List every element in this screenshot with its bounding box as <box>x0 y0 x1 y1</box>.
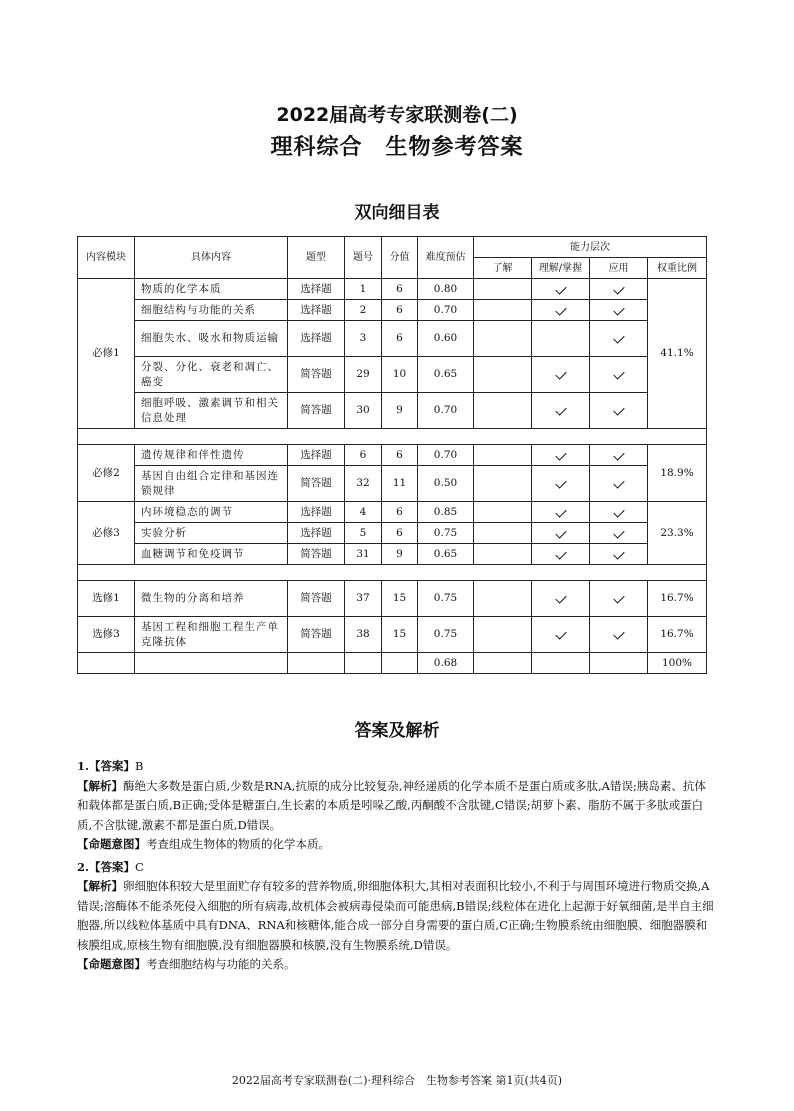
type-cell: 简答题 <box>288 357 345 393</box>
analysis-label: 【解析】 <box>77 879 123 893</box>
answer-label: 【答案】 <box>89 859 136 874</box>
score-cell: 15 <box>382 617 418 653</box>
understand-cell <box>474 321 532 357</box>
intent-text: 考查细胞结构与功能的关系。 <box>146 957 296 971</box>
apply-cell <box>590 393 648 429</box>
comprehend-cell <box>532 357 590 393</box>
number-cell: 4 <box>345 502 382 523</box>
table-header-row <box>78 237 707 258</box>
check-mark-icon <box>613 283 624 294</box>
apply-cell <box>590 502 648 523</box>
weight-cell: 41.1% <box>648 279 707 429</box>
comprehend-cell <box>532 523 590 544</box>
type-cell: 选择题 <box>288 279 345 300</box>
exam-title: 2022届高考专家联测卷(二) <box>276 104 518 126</box>
analysis-paragraph <box>77 777 717 836</box>
type-cell: 简答题 <box>288 617 345 653</box>
header-weight: 权重比例 <box>648 258 707 279</box>
weight-cell: 16.7% <box>648 581 707 617</box>
type-cell: 选择题 <box>288 523 345 544</box>
comprehend-cell <box>532 502 590 523</box>
table-row <box>78 321 707 357</box>
understand-cell <box>474 523 532 544</box>
difficulty-cell: 0.65 <box>418 544 474 565</box>
number-cell: 1 <box>345 279 382 300</box>
total-weight-cell: 100% <box>648 653 707 674</box>
header-type: 题型 <box>288 237 345 279</box>
comprehend-cell <box>532 279 590 300</box>
check-mark-icon <box>613 332 624 343</box>
score-cell: 6 <box>382 300 418 321</box>
comprehend-cell <box>532 300 590 321</box>
type-cell: 简答题 <box>288 393 345 429</box>
weight-cell: 23.3% <box>648 502 707 565</box>
intent-label: 【命题意图】 <box>77 957 146 971</box>
type-cell: 选择题 <box>288 502 345 523</box>
check-mark-icon <box>555 548 566 559</box>
score-cell: 6 <box>382 279 418 300</box>
table-row <box>78 523 707 544</box>
type-cell: 选择题 <box>288 300 345 321</box>
empty-cell <box>135 653 288 674</box>
module-cell: 选修3 <box>78 617 135 653</box>
content-cell: 细胞呼吸、激素调节和相关信息处理 <box>135 393 288 429</box>
spacer-row <box>78 565 707 581</box>
number-cell: 38 <box>345 617 382 653</box>
header-module: 内容模块 <box>78 237 135 279</box>
understand-cell <box>474 502 532 523</box>
difficulty-cell: 0.85 <box>418 502 474 523</box>
apply-cell <box>590 466 648 502</box>
check-mark-icon <box>613 449 624 460</box>
check-mark-icon <box>613 304 624 315</box>
answer-value: B <box>135 759 144 773</box>
check-mark-icon <box>613 368 624 379</box>
comprehend-cell <box>532 544 590 565</box>
difficulty-cell: 0.60 <box>418 321 474 357</box>
understand-cell <box>474 300 532 321</box>
check-mark-icon <box>555 283 566 294</box>
total-difficulty-cell: 0.68 <box>418 653 474 674</box>
empty-cell <box>474 653 532 674</box>
number-cell: 5 <box>345 523 382 544</box>
score-cell: 6 <box>382 445 418 466</box>
table-row <box>78 357 707 393</box>
spacer-cell <box>78 565 707 581</box>
number-cell: 6 <box>345 445 382 466</box>
score-cell: 10 <box>382 357 418 393</box>
difficulty-cell: 0.50 <box>418 466 474 502</box>
understand-cell <box>474 617 532 653</box>
check-mark-icon <box>555 368 566 379</box>
score-cell: 15 <box>382 581 418 617</box>
table-row <box>78 393 707 429</box>
analysis-text: 酶绝大多数是蛋白质,少数是RNA,抗原的成分比较复杂,神经递质的化学本质不是蛋白质或多肽,A错误;胰岛素、抗体和载体都是蛋白质,B正确;受体是糖蛋白,生长素的本质是吲哚乙酸,丙酮酸不含肽键,C错误;胡萝卜素、脂肪不属于多肽或蛋白质,不含肽键,激素不都是蛋白质,D错误。 <box>77 778 706 832</box>
comprehend-cell <box>532 321 590 357</box>
content-cell: 分裂、分化、衰老和凋亡、癌变 <box>135 357 288 393</box>
empty-cell <box>288 653 345 674</box>
content-cell: 内环境稳态的调节 <box>135 502 288 523</box>
table-row <box>78 502 707 523</box>
spacer-row <box>78 429 707 445</box>
specification-table <box>77 236 707 674</box>
check-mark-icon <box>555 527 566 538</box>
analysis-paragraph <box>77 877 717 955</box>
table-row <box>78 544 707 565</box>
table-row <box>78 617 707 653</box>
apply-cell <box>590 279 648 300</box>
intent-paragraph <box>77 955 717 975</box>
empty-cell <box>590 653 648 674</box>
header-content: 具体内容 <box>135 237 288 279</box>
empty-cell <box>345 653 382 674</box>
intent-text: 考查组成生物体的物质的化学本质。 <box>146 837 330 851</box>
check-mark-icon <box>555 404 566 415</box>
analysis-label: 【解析】 <box>77 778 123 793</box>
header-understand: 了解 <box>474 258 532 279</box>
apply-cell <box>590 581 648 617</box>
answer-line <box>77 858 717 878</box>
score-cell: 11 <box>382 466 418 502</box>
score-cell: 6 <box>382 321 418 357</box>
number-cell: 32 <box>345 466 382 502</box>
weight-cell: 18.9% <box>648 445 707 502</box>
table-row <box>78 466 707 502</box>
intent-paragraph <box>77 835 717 855</box>
apply-cell <box>590 544 648 565</box>
content-cell: 微生物的分离和培养 <box>135 581 288 617</box>
header-comprehend: 理解/掌握 <box>532 258 590 279</box>
answers-section <box>77 757 717 975</box>
understand-cell <box>474 544 532 565</box>
check-mark-icon <box>555 304 566 315</box>
check-mark-icon <box>613 527 624 538</box>
understand-cell <box>474 393 532 429</box>
question-number: 2. <box>77 859 90 874</box>
module-cell: 选修1 <box>78 581 135 617</box>
empty-cell <box>382 653 418 674</box>
apply-cell <box>590 357 648 393</box>
check-mark-icon <box>555 628 566 639</box>
empty-cell <box>532 653 590 674</box>
check-mark-icon <box>613 477 624 488</box>
check-mark-icon <box>613 628 624 639</box>
difficulty-cell: 0.70 <box>418 445 474 466</box>
difficulty-cell: 0.65 <box>418 357 474 393</box>
total-row <box>78 653 707 674</box>
table-body <box>78 237 707 674</box>
header-apply: 应用 <box>590 258 648 279</box>
table-row <box>78 279 707 300</box>
difficulty-cell: 0.80 <box>418 279 474 300</box>
content-cell: 细胞失水、吸水和物质运输 <box>135 321 288 357</box>
difficulty-cell: 0.75 <box>418 523 474 544</box>
type-cell: 选择题 <box>288 445 345 466</box>
type-cell: 简答题 <box>288 466 345 502</box>
understand-cell <box>474 466 532 502</box>
empty-cell <box>78 653 135 674</box>
comprehend-cell <box>532 466 590 502</box>
apply-cell <box>590 321 648 357</box>
table-row <box>78 445 707 466</box>
check-mark-icon <box>555 592 566 603</box>
answer-line <box>77 757 717 777</box>
number-cell: 3 <box>345 321 382 357</box>
content-cell: 基因工程和细胞工程生产单克隆抗体 <box>135 617 288 653</box>
apply-cell <box>590 617 648 653</box>
content-cell: 实验分析 <box>135 523 288 544</box>
page-footer: 2022届高考专家联测卷(二)·理科综合 生物参考答案 第1页(共4页) <box>231 1074 563 1087</box>
answer-value: C <box>135 859 144 874</box>
comprehend-cell <box>532 617 590 653</box>
difficulty-cell: 0.75 <box>418 581 474 617</box>
check-mark-icon <box>613 548 624 559</box>
module-cell: 必修2 <box>78 445 135 502</box>
apply-cell <box>590 300 648 321</box>
header-score: 分值 <box>382 237 418 279</box>
table-row <box>78 581 707 617</box>
number-cell: 31 <box>345 544 382 565</box>
content-cell: 遗传规律和伴性遗传 <box>135 445 288 466</box>
spacer-cell <box>78 429 707 445</box>
header-ability: 能力层次 <box>474 237 707 258</box>
check-mark-icon <box>613 506 624 517</box>
number-cell: 29 <box>345 357 382 393</box>
understand-cell <box>474 357 532 393</box>
understand-cell <box>474 279 532 300</box>
difficulty-cell: 0.75 <box>418 617 474 653</box>
content-cell: 基因自由组合定律和基因连锁规律 <box>135 466 288 502</box>
answers-title: 答案及解析 <box>354 721 440 741</box>
score-cell: 6 <box>382 523 418 544</box>
comprehend-cell <box>532 581 590 617</box>
module-cell: 必修1 <box>78 279 135 429</box>
score-cell: 9 <box>382 393 418 429</box>
type-cell: 简答题 <box>288 581 345 617</box>
intent-label: 【命题意图】 <box>77 837 146 851</box>
header-number: 题号 <box>345 237 382 279</box>
number-cell: 30 <box>345 393 382 429</box>
check-mark-icon <box>613 404 624 415</box>
check-mark-icon <box>555 506 566 517</box>
content-cell: 血糖调节和免疫调节 <box>135 544 288 565</box>
analysis-text: 卵细胞体积较大是里面贮存有较多的营养物质,卵细胞体积大,其相对表面积比较小,不利于与周围环境进行物质交换,A错误;溶酶体不能杀死侵入细胞的所有病毒,故机体会被病毒侵染而可能患病,B错误;线粒体在进化上起源于好氧细菌,是半自主细胞器,所以线粒体基质中具有DNA、RNA和核糖体,能合成一部分自身需要的蛋白质,C正确;生物膜系统由细胞膜、细胞器膜和核膜组成,原核生物有细胞膜,没有细胞器膜和核膜,没有生物膜系统,D错误。 <box>77 879 714 952</box>
understand-cell <box>474 581 532 617</box>
content-cell: 物质的化学本质 <box>135 279 288 300</box>
type-cell: 选择题 <box>288 321 345 357</box>
difficulty-cell: 0.70 <box>418 300 474 321</box>
module-cell: 必修3 <box>78 502 135 565</box>
header-difficulty: 难度预估 <box>418 237 474 279</box>
type-cell: 简答题 <box>288 544 345 565</box>
table-row <box>78 300 707 321</box>
comprehend-cell <box>532 445 590 466</box>
apply-cell <box>590 445 648 466</box>
number-cell: 37 <box>345 581 382 617</box>
score-cell: 9 <box>382 544 418 565</box>
content-cell: 细胞结构与功能的关系 <box>135 300 288 321</box>
comprehend-cell <box>532 393 590 429</box>
answer-label: 【答案】 <box>89 759 136 773</box>
question-number: 1. <box>77 759 90 773</box>
check-mark-icon <box>613 592 624 603</box>
weight-cell: 16.7% <box>648 617 707 653</box>
number-cell: 2 <box>345 300 382 321</box>
check-mark-icon <box>555 477 566 488</box>
check-mark-icon <box>555 449 566 460</box>
apply-cell <box>590 523 648 544</box>
document-title: 理科综合 生物参考答案 <box>270 135 524 160</box>
understand-cell <box>474 445 532 466</box>
table-title: 双向细目表 <box>354 203 440 223</box>
difficulty-cell: 0.70 <box>418 393 474 429</box>
score-cell: 6 <box>382 502 418 523</box>
